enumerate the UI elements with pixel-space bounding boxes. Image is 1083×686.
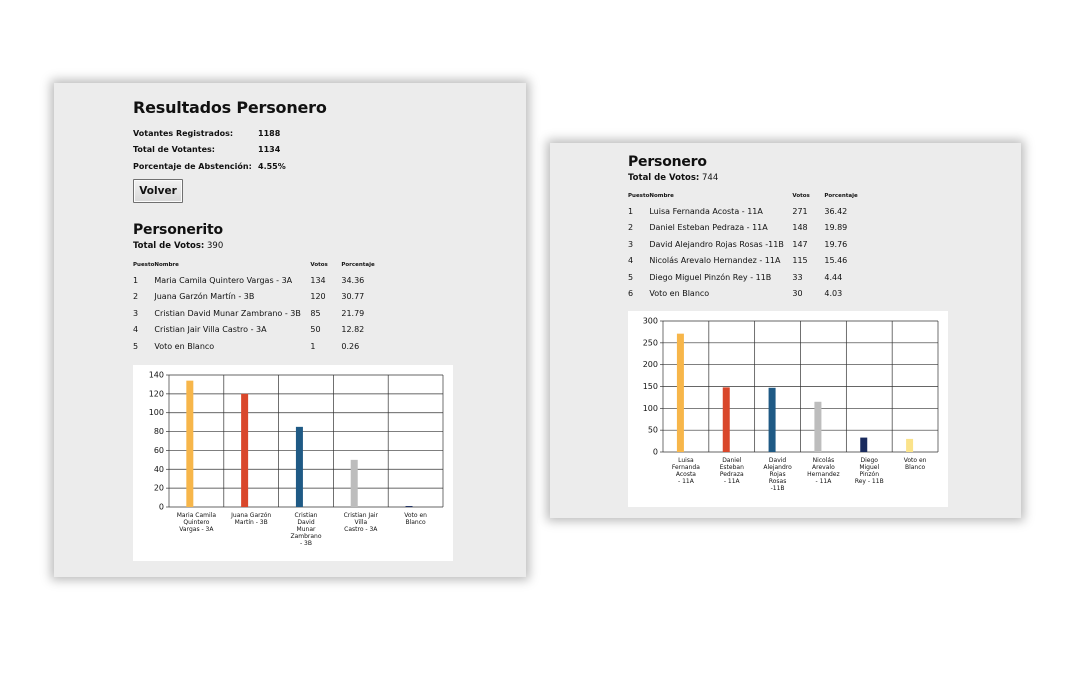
cell-votos: 33 <box>792 272 803 282</box>
bar <box>186 381 193 507</box>
table-row <box>628 286 874 303</box>
table-row <box>133 272 391 289</box>
cell-votos: 50 <box>310 325 321 335</box>
total-votes-label: Total de Votos: <box>628 173 700 183</box>
bar-chart-personero <box>628 311 948 507</box>
cell-porcentaje: 21.79 <box>341 308 365 318</box>
total-votes-label: Total de Votos: <box>133 241 205 251</box>
header-nombre: Nombre <box>154 262 179 268</box>
back-button[interactable]: Volver <box>133 179 183 203</box>
cell-puesto: 6 <box>628 289 634 299</box>
y-tick-label: 140 <box>148 370 164 380</box>
cell-porcentaje: 19.76 <box>824 239 848 249</box>
cell-votos: 30 <box>792 289 803 299</box>
y-tick-label: 120 <box>148 389 164 399</box>
right-results-window <box>550 143 1021 518</box>
cell-nombre: Luisa Fernanda Acosta - 11A <box>649 206 763 216</box>
cell-puesto: 5 <box>133 341 139 351</box>
y-tick-label: 20 <box>153 483 164 493</box>
y-tick-label: 100 <box>642 403 658 413</box>
cell-nombre: Nicolás Arevalo Hernandez - 11A <box>649 256 781 266</box>
x-tick-label: Cristian David Munar Zambrano - 3B <box>290 512 322 547</box>
header-votos: Votos <box>792 193 810 199</box>
total-votes-value: 390 <box>207 241 224 251</box>
left-results-window <box>54 83 526 577</box>
table-row <box>628 236 874 253</box>
cell-nombre: Voto en Blanco <box>649 289 710 299</box>
total-votes <box>628 173 718 183</box>
y-tick-label: 250 <box>642 338 658 348</box>
cell-porcentaje: 36.42 <box>824 206 848 216</box>
abstention-value: 4.55% <box>258 162 286 171</box>
cell-nombre: Maria Camila Quintero Vargas - 3A <box>154 275 293 285</box>
cell-puesto: 3 <box>133 308 139 318</box>
table-row <box>133 338 391 355</box>
cell-votos: 271 <box>792 206 808 216</box>
bar-chart-personerito <box>133 365 453 561</box>
total-voters-value: 1134 <box>258 145 281 154</box>
cell-votos: 148 <box>792 223 808 233</box>
x-tick-label: Daniel Esteban Pedraza - 11A <box>719 457 744 485</box>
x-tick-label: Cristian Jair Villa Castro - 3A <box>343 512 379 533</box>
x-tick-label: Juana Garzón Martín - 3B <box>231 512 272 526</box>
bar <box>769 388 776 452</box>
cell-puesto: 5 <box>628 272 634 282</box>
cell-votos: 1 <box>310 341 316 351</box>
table-row <box>628 203 874 220</box>
bar <box>860 438 867 452</box>
registered-voters-value: 1188 <box>258 129 281 138</box>
cell-porcentaje: 12.82 <box>341 325 365 335</box>
cell-puesto: 2 <box>628 223 634 233</box>
x-tick-label: Nicolás Arevalo Hernandez - 11A <box>807 457 840 485</box>
table-header-row <box>133 262 391 272</box>
y-tick-label: 100 <box>148 408 164 418</box>
total-votes-value: 744 <box>702 173 719 183</box>
header-nombre: Nombre <box>649 193 674 199</box>
y-tick-label: 50 <box>647 425 658 435</box>
cell-puesto: 1 <box>628 206 634 216</box>
cell-puesto: 1 <box>133 275 139 285</box>
cell-puesto: 4 <box>133 325 139 335</box>
y-tick-label: 60 <box>153 445 164 455</box>
y-tick-label: 200 <box>642 360 658 370</box>
cell-porcentaje: 30.77 <box>341 292 365 302</box>
y-tick-label: 300 <box>642 316 658 326</box>
table-row <box>133 289 391 306</box>
cell-puesto: 3 <box>628 239 634 249</box>
results-table-personerito <box>133 262 391 355</box>
table-row <box>133 322 391 339</box>
x-tick-label: Voto en Blanco <box>404 512 427 526</box>
x-tick-label: Voto en Blanco <box>903 457 927 471</box>
cell-nombre: Cristian David Munar Zambrano - 3B <box>154 308 301 318</box>
table-row <box>628 220 874 237</box>
cell-votos: 85 <box>310 308 321 318</box>
x-tick-label: Luisa Fernanda Acosta - 11A <box>671 457 700 485</box>
cell-porcentaje: 0.26 <box>341 341 360 351</box>
total-votes <box>133 241 223 251</box>
cell-nombre: Daniel Esteban Pedraza - 11A <box>649 223 768 233</box>
section-title-personerito: Personerito <box>133 222 223 238</box>
header-puesto: Puesto <box>628 193 650 199</box>
abstention-label: Porcentaje de Abstención: <box>133 162 252 171</box>
total-voters-label: Total de Votantes: <box>133 145 215 154</box>
cell-nombre: Cristian Jair Villa Castro - 3A <box>154 325 267 335</box>
x-tick-label: Maria Camila Quintero Vargas - 3A <box>176 512 217 533</box>
bar <box>241 394 248 507</box>
header-porcentaje: Porcentaje <box>341 262 375 268</box>
bar <box>406 506 413 507</box>
table-header-row <box>628 193 874 203</box>
y-tick-label: 80 <box>153 427 164 437</box>
x-tick-label: David Alejandro Rojas Rosas -11B <box>763 457 792 492</box>
bar <box>814 402 821 452</box>
cell-votos: 115 <box>792 256 808 266</box>
results-table-personero <box>628 193 874 302</box>
page-title: Resultados Personero <box>133 98 327 117</box>
section-title-personero: Personero <box>628 154 707 170</box>
header-porcentaje: Porcentaje <box>824 193 858 199</box>
cell-porcentaje: 15.46 <box>824 256 848 266</box>
bar <box>906 439 913 452</box>
bar <box>351 460 358 507</box>
table-row <box>628 269 874 286</box>
cell-nombre: Voto en Blanco <box>154 341 215 351</box>
cell-porcentaje: 34.36 <box>341 275 365 285</box>
cell-puesto: 4 <box>628 256 634 266</box>
table-row <box>133 305 391 322</box>
cell-votos: 147 <box>792 239 808 249</box>
cell-porcentaje: 19.89 <box>824 223 848 233</box>
cell-votos: 134 <box>310 275 326 285</box>
table-row <box>628 253 874 270</box>
cell-votos: 120 <box>310 292 326 302</box>
cell-porcentaje: 4.03 <box>824 289 843 299</box>
header-votos: Votos <box>310 262 328 268</box>
bar <box>677 334 684 452</box>
cell-nombre: David Alejandro Rojas Rosas -11B <box>649 239 784 249</box>
x-tick-label: Diego Miguel Pinzón Rey - 11B <box>854 457 884 485</box>
bar <box>296 427 303 507</box>
header-puesto: Puesto <box>133 262 155 268</box>
registered-voters-label: Votantes Registrados: <box>133 129 234 138</box>
y-tick-label: 0 <box>158 502 164 512</box>
cell-porcentaje: 4.44 <box>824 272 843 282</box>
cell-nombre: Diego Miguel Pinzón Rey - 11B <box>649 272 772 282</box>
cell-puesto: 2 <box>133 292 139 302</box>
y-tick-label: 0 <box>652 447 658 457</box>
y-tick-label: 150 <box>642 382 658 391</box>
y-tick-label: 40 <box>153 464 164 474</box>
bar <box>723 387 730 452</box>
cell-nombre: Juana Garzón Martín - 3B <box>154 292 255 302</box>
